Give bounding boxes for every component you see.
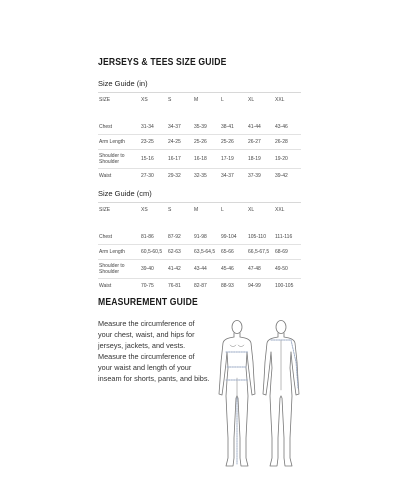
body-back-measurement-icon [258,318,304,478]
table-cell: 43-44 [193,260,220,279]
table-cell: 43-46 [275,124,288,130]
table-cell: 26-28 [274,135,301,150]
row-label: Shoulder to Shoulder [98,150,140,169]
table-cell: 15-16 [140,150,167,169]
column-header: S [168,207,172,213]
table-cell: 25-26 [220,135,247,150]
column-header: L [221,97,224,103]
table-cell: 16-17 [167,150,193,169]
column-header: S [168,97,172,103]
table-cell: 88-93 [220,279,247,294]
table-cell: 91-98 [194,234,207,240]
column-header: L [221,207,224,213]
table-cell: 19-20 [274,150,301,169]
row-label: Waist [98,279,140,294]
table-row [98,245,301,260]
table-cell: 26-27 [247,135,274,150]
table-cell: 65-66 [220,245,247,260]
column-header: XXL [275,97,285,103]
table-cell: 100-105 [274,279,301,294]
table-row [98,169,301,184]
column-header: SIZE [99,207,111,213]
table-row [98,230,301,245]
table-cell: 39-40 [140,260,167,279]
table-cell: 68-69 [274,245,301,260]
size-guide-inches-heading: Size Guide (in) [98,78,301,93]
table-cell: 41-44 [248,124,261,130]
table-cell: 81-86 [141,234,154,240]
size-table-inches [98,93,301,183]
table-cell: 82-87 [193,279,220,294]
size-guide-cm-heading: Size Guide (cm) [98,188,301,203]
column-header: XL [248,207,255,213]
table-cell: 105-110 [248,234,266,240]
table-cell: 99-104 [221,234,237,240]
row-label: Waist [98,169,140,184]
table-cell: 63,5-64,5 [193,245,220,260]
column-header: XS [141,207,148,213]
table-row [98,135,301,150]
column-header: M [194,207,199,213]
table-cell: 35-39 [194,124,207,130]
column-header: SIZE [99,97,111,103]
row-label: Chest [99,124,113,130]
table-cell: 111-116 [275,234,293,240]
table-cell: 17-19 [220,150,247,169]
table-cell: 87-92 [168,234,181,240]
table-header-row [98,203,301,217]
column-header: XS [141,97,148,103]
row-label: Shoulder to Shoulder [98,260,140,279]
measurement-guide-title: MEASUREMENT GUIDE [98,296,198,308]
table-cell: 27-30 [140,169,167,184]
table-cell: 18-19 [247,150,274,169]
table-cell: 23-25 [140,135,167,150]
table-cell: 34-37 [220,169,247,184]
table-cell: 31-34 [141,124,154,130]
table-row [98,279,301,294]
table-cell: 16-18 [193,150,220,169]
measurement-instructions: Measure the circumference of your chest, waist, and hips for jerseys, jackets, and vests. Measure the circumference of your waist and length of your inseam for shorts, pants, and bibs. [98,319,210,383]
jerseys-tees-size-guide-title: JERSEYS & TEES SIZE GUIDE [98,56,227,68]
row-label: Arm Length [98,135,140,150]
table-cell: 34-37 [168,124,181,130]
table-header-row [98,93,301,107]
table-cell: 32-35 [193,169,220,184]
table-cell: 24-25 [167,135,193,150]
table-cell: 49-50 [274,260,301,279]
size-table-cm [98,203,301,293]
table-cell: 70-75 [140,279,167,294]
table-row [98,120,301,135]
table-cell: 47-48 [247,260,274,279]
table-cell: 94-99 [247,279,274,294]
table-row [98,150,301,169]
table-cell: 60,5-60,5 [140,245,167,260]
table-cell: 41-42 [167,260,193,279]
table-cell: 29-32 [167,169,193,184]
row-label: Arm Length [98,245,140,260]
table-row [98,260,301,279]
table-cell: 76-81 [167,279,193,294]
size-guide-cm [98,188,301,293]
row-label: Chest [99,234,113,240]
table-cell: 39-42 [274,169,301,184]
table-cell: 37-39 [247,169,274,184]
column-header: M [194,97,199,103]
table-cell: 25-26 [193,135,220,150]
table-cell: 38-41 [221,124,234,130]
column-header: XL [248,97,255,103]
size-guide-inches [98,78,301,183]
table-cell: 45-46 [220,260,247,279]
column-header: XXL [275,207,285,213]
body-front-measurement-icon [214,318,260,478]
table-cell: 62-63 [167,245,193,260]
table-cell: 66,5-67,5 [247,245,274,260]
